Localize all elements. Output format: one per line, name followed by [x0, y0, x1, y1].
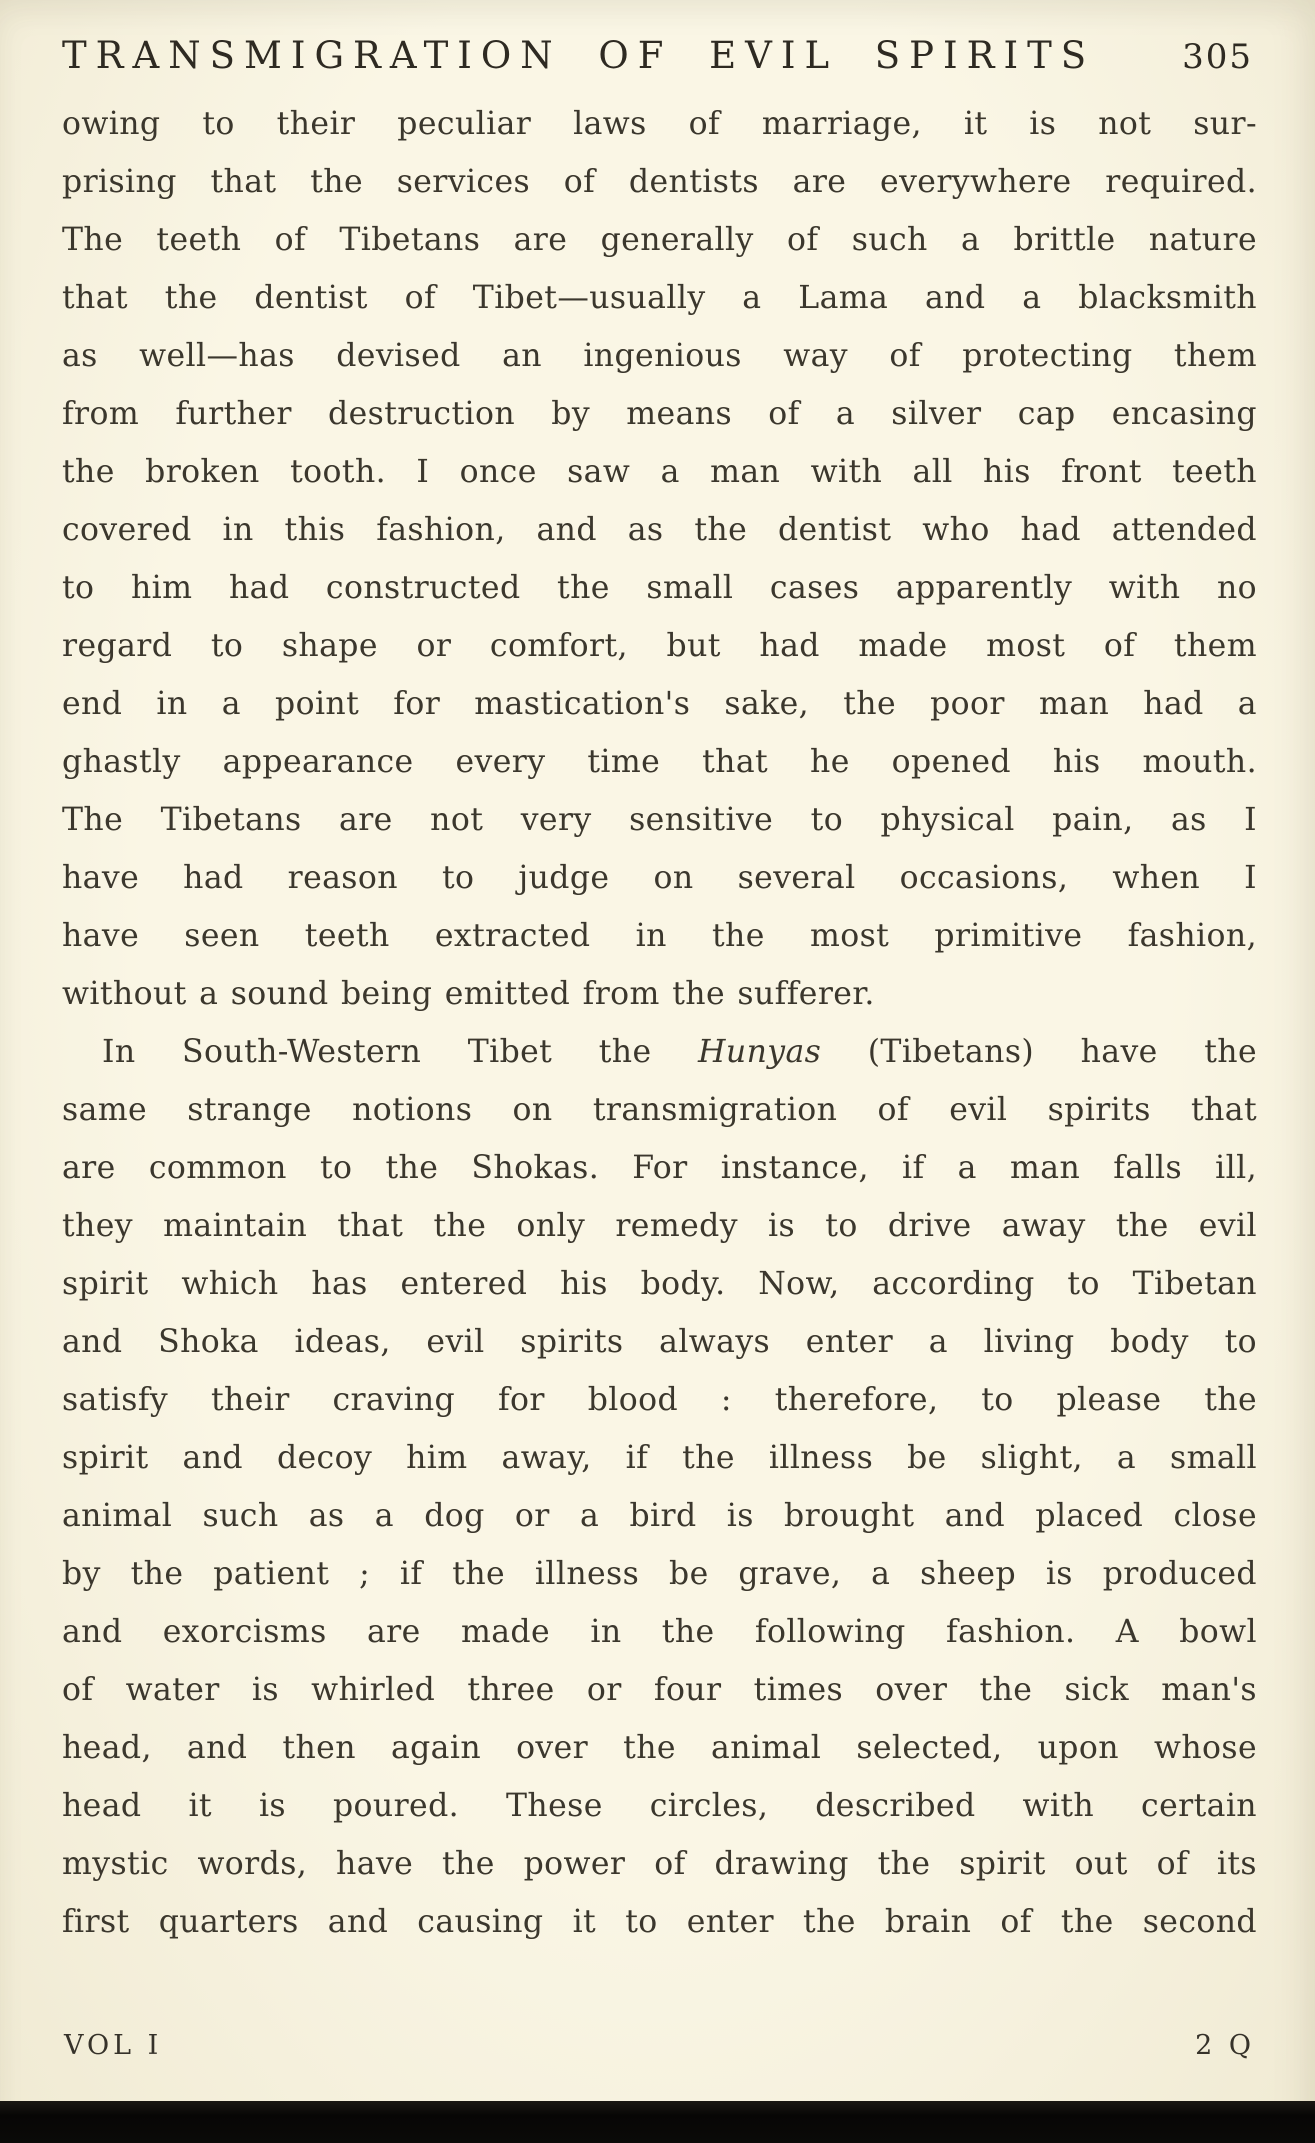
text-line: mystic words, have the power of drawing the spirit out of its — [62, 1846, 1257, 1882]
text-line: head, and then again over the animal selected, upon whose — [62, 1730, 1257, 1766]
text-line: have seen teeth extracted in the most primitive fashion, — [62, 918, 1257, 954]
chapter-title: TRANSMIGRATION OF EVIL SPIRITS — [62, 34, 1096, 77]
signature-mark: 2 Q — [1195, 2030, 1255, 2061]
page-body — [0, 77, 1315, 1951]
text-line: regard to shape or comfort, but had made most of them — [62, 628, 1257, 664]
text-line: end in a point for mastication's sake, the poor man had a — [62, 686, 1257, 722]
text-line: spirit which has entered his body. Now, according to Tibetan — [62, 1266, 1257, 1302]
text-line: owing to their peculiar laws of marriage, it is not sur- — [62, 106, 1257, 142]
text-line: The teeth of Tibetans are generally of such a brittle nature — [62, 222, 1257, 258]
text-line: The Tibetans are not very sensitive to physical pain, as I — [62, 802, 1257, 838]
text-line: first quarters and causing it to enter the brain of the second — [62, 1904, 1257, 1940]
paragraph — [62, 1023, 1257, 1951]
text-line: the broken tooth. I once saw a man with all his front teeth — [62, 454, 1257, 490]
text-line: are common to the Shokas. For instance, if a man falls ill, — [62, 1150, 1257, 1186]
text-line: to him had constructed the small cases apparently with no — [62, 570, 1257, 606]
text-line: as well—has devised an ingenious way of protecting them — [62, 338, 1257, 374]
text-line: In South-Western Tibet the Hunyas (Tibetans) have the — [102, 1034, 1257, 1070]
scan-edge-bar — [0, 2101, 1315, 2143]
text-line: covered in this fashion, and as the dentist who had attended — [62, 512, 1257, 548]
text-line: by the patient ; if the illness be grave, a sheep is produced — [62, 1556, 1257, 1592]
text-line: same strange notions on transmigration of evil spirits that — [62, 1092, 1257, 1128]
text-line: and exorcisms are made in the following fashion. A bowl — [62, 1614, 1257, 1650]
text-line: of water is whirled three or four times over the sick man's — [62, 1672, 1257, 1708]
text-line: have had reason to judge on several occasions, when I — [62, 860, 1257, 896]
text-line: that the dentist of Tibet—usually a Lama and a blacksmith — [62, 280, 1257, 316]
page-header — [0, 0, 1315, 77]
text-line: animal such as a dog or a bird is brought and placed close — [62, 1498, 1257, 1534]
page-footer — [64, 2030, 1255, 2061]
page-number: 305 — [1182, 37, 1253, 77]
text-line: prising that the services of dentists are everywhere required. — [62, 164, 1257, 200]
text-line: and Shoka ideas, evil spirits always enter a living body to — [62, 1324, 1257, 1360]
text-line: ghastly appearance every time that he opened his mouth. — [62, 744, 1257, 780]
paragraph — [62, 95, 1257, 1023]
text-line: from further destruction by means of a silver cap encasing — [62, 396, 1257, 432]
text-line: head it is poured. These circles, described with certain — [62, 1788, 1257, 1824]
text-line: they maintain that the only remedy is to drive away the evil — [62, 1208, 1257, 1244]
text-line: satisfy their craving for blood : therefore, to please the — [62, 1382, 1257, 1418]
text-line: without a sound being emitted from the sufferer. — [62, 976, 875, 1012]
volume-label: VOL I — [64, 2030, 163, 2061]
text-line: spirit and decoy him away, if the illness be slight, a small — [62, 1440, 1257, 1476]
